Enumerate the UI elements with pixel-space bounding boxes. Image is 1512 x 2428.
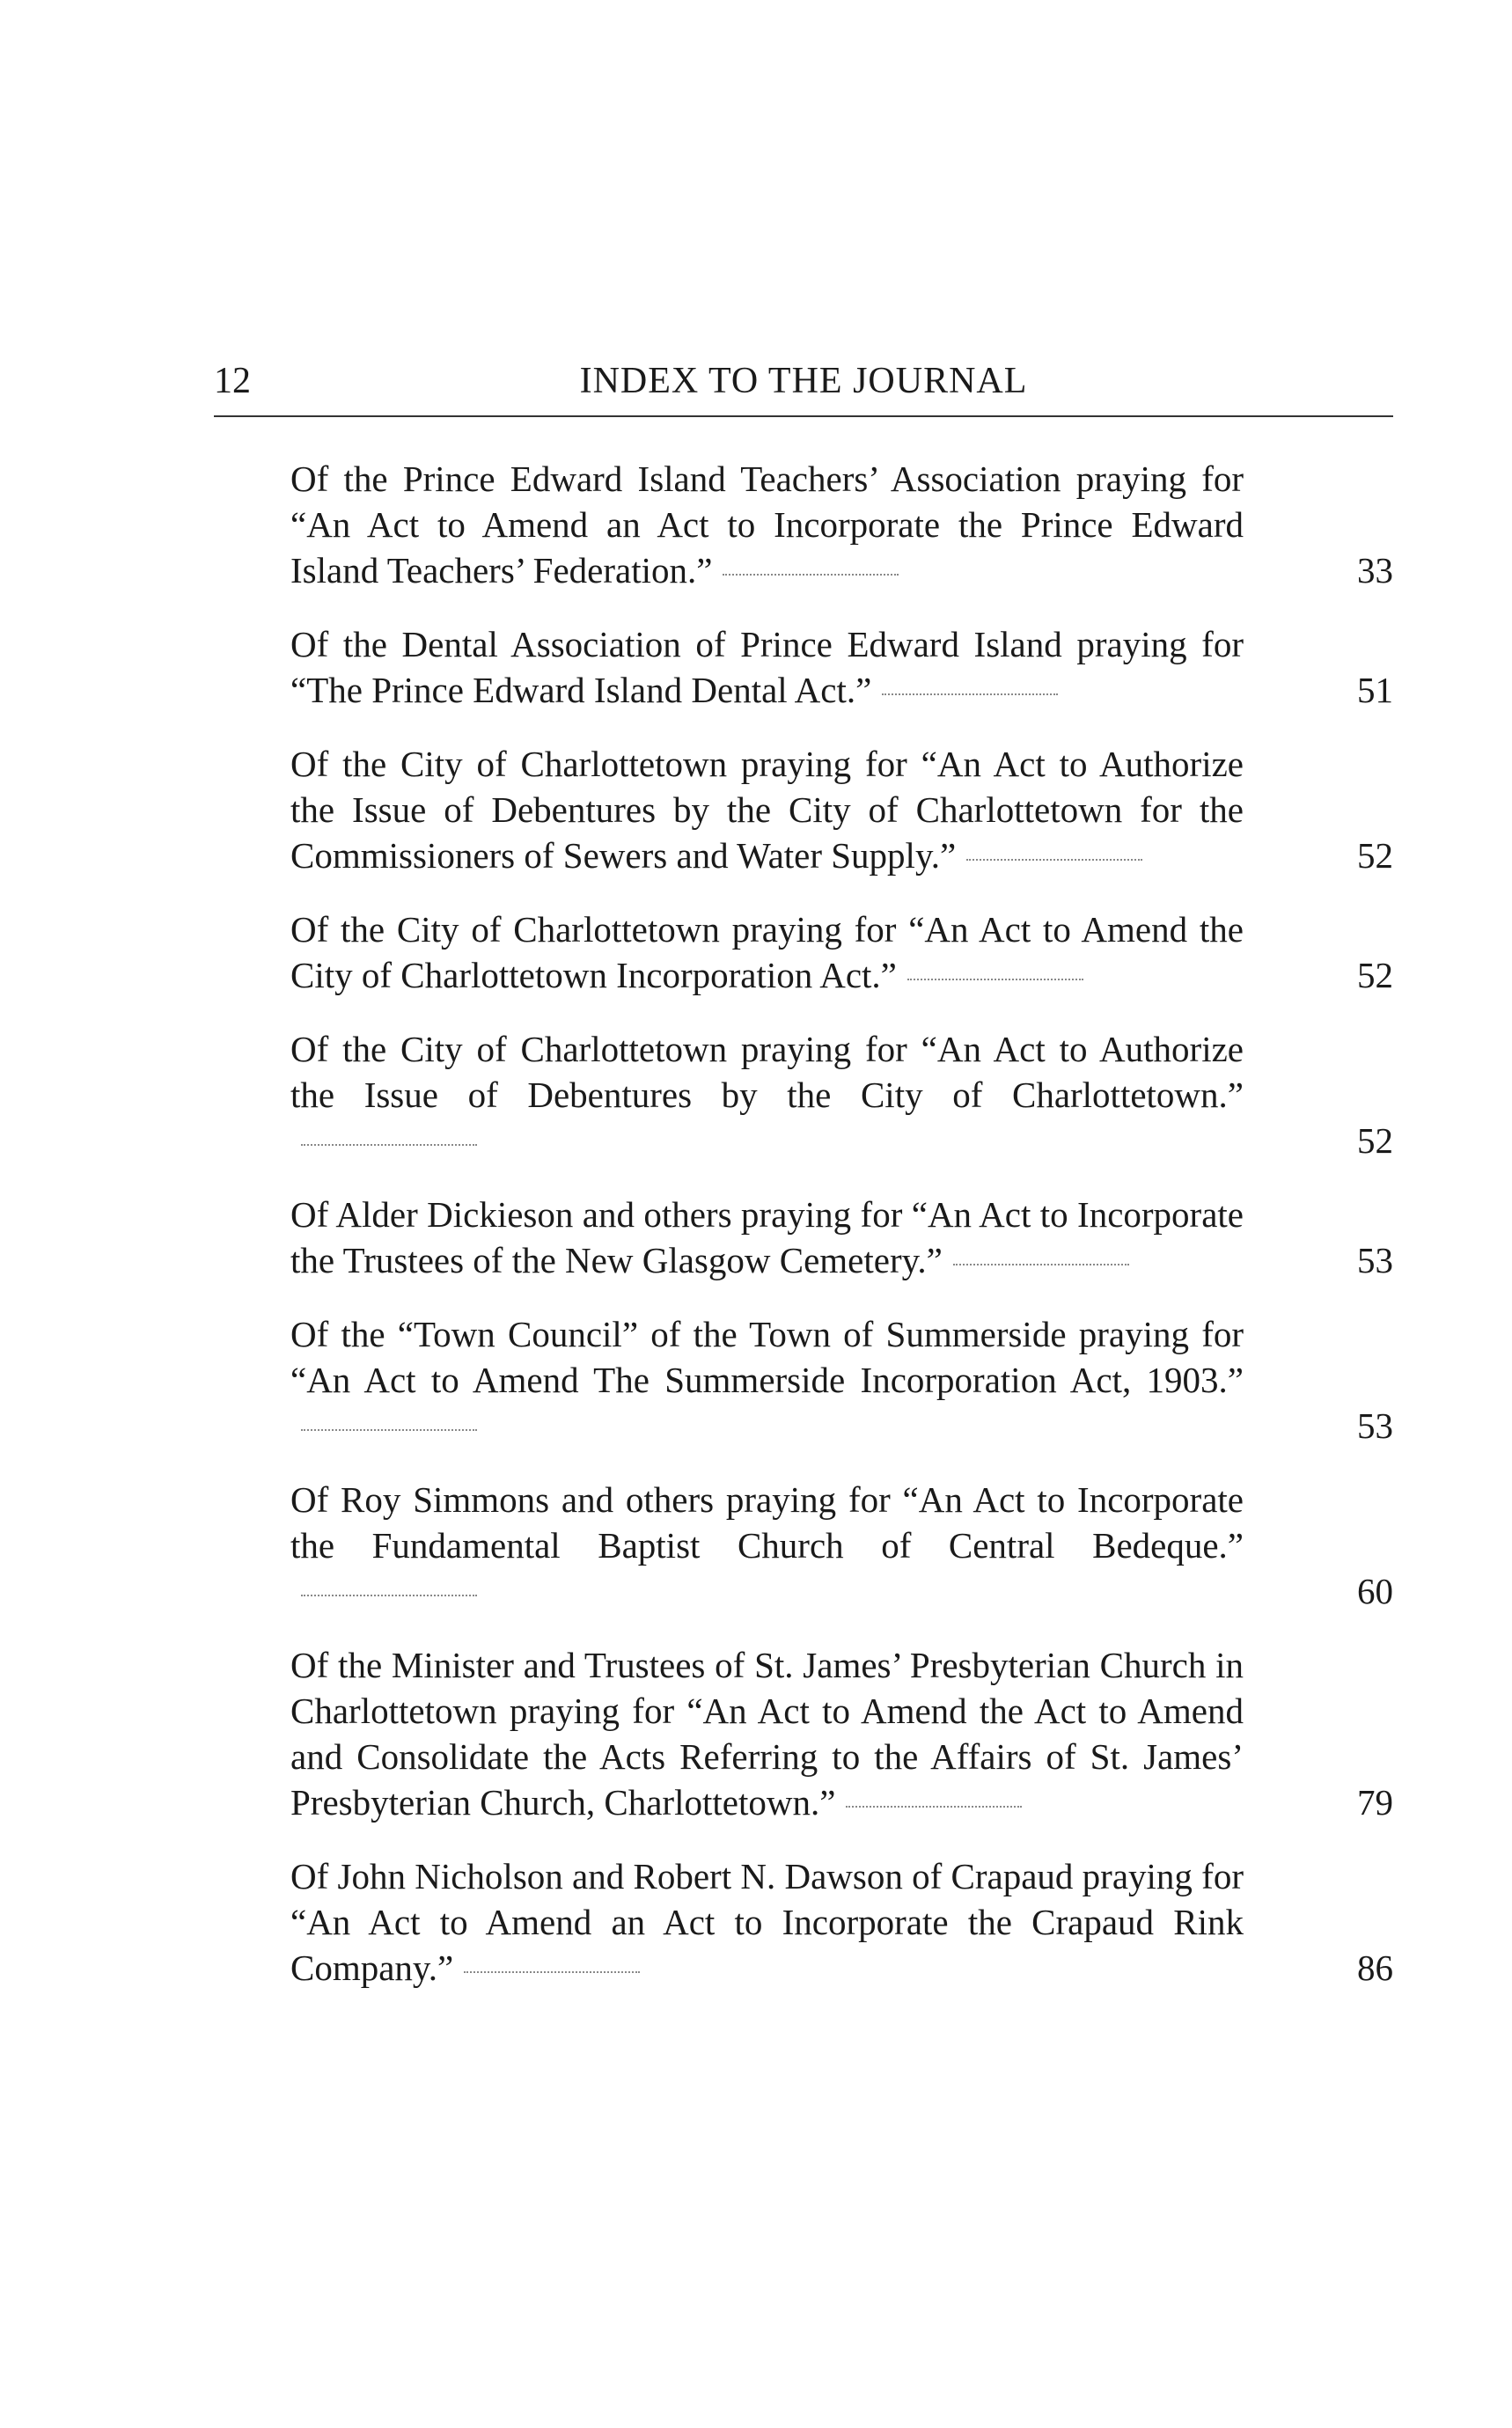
- dot-leader: [301, 1429, 477, 1431]
- dot-leader: [907, 979, 1083, 980]
- entry-page-ref: 86: [1357, 1948, 1393, 1988]
- entry-text: Of the “Town Council” of the Town of Summerside praying for “An Act to Amend The Summerside Incorporation Act, 1903.”: [290, 1314, 1244, 1400]
- entry-text: Of the City of Charlottetown praying for “An Act to Amend the City of Charlottetown Incorporation Act.”: [290, 909, 1244, 995]
- index-entry: [290, 456, 1393, 593]
- dot-leader: [301, 1144, 477, 1146]
- entry-page-ref: 53: [1357, 1405, 1393, 1446]
- index-entry: [290, 741, 1393, 878]
- dot-leader: [846, 1806, 1022, 1808]
- index-entry: [290, 1192, 1393, 1283]
- index-entry: [290, 1642, 1393, 1825]
- entry-page-ref: 33: [1357, 550, 1393, 590]
- entry-text: Of the City of Charlottetown praying for “An Act to Authorize the Issue of Debentures by the City of Charlottetown for the Commissioners of Sewers and Water Supply.”: [290, 744, 1244, 876]
- dot-leader: [301, 1595, 477, 1596]
- entry-text: Of Roy Simmons and others praying for “An Act to Incorporate the Fundamental Baptist Church of Central Bedeque.”: [290, 1479, 1244, 1566]
- entry-text: Of the Prince Edward Island Teachers’ Association praying for “An Act to Amend an Act to Incorporate the Prince Edward Island Teachers’ Federation.”: [290, 458, 1244, 590]
- entry-page-ref: 60: [1357, 1571, 1393, 1611]
- dot-leader: [953, 1264, 1129, 1265]
- entry-page-ref: 52: [1357, 1120, 1393, 1161]
- dot-leader: [723, 574, 899, 576]
- index-entry: [290, 1477, 1393, 1614]
- entry-text: Of John Nicholson and Robert N. Dawson of Crapaud praying for “An Act to Amend an Act to Incorporate the Crapaud Rink Company.”: [290, 1856, 1244, 1988]
- entry-page-ref: 52: [1357, 955, 1393, 995]
- index-entry: [290, 1311, 1393, 1449]
- dot-leader: [966, 859, 1142, 861]
- page-title: INDEX TO THE JOURNAL: [579, 361, 1028, 401]
- entry-page-ref: 52: [1357, 835, 1393, 876]
- dot-leader: [464, 1971, 640, 1973]
- index-entry: [290, 1026, 1393, 1163]
- entry-text: Of the City of Charlottetown praying for “An Act to Authorize the Issue of Debentures by the City of Charlottetown.”: [290, 1029, 1244, 1115]
- entry-text: Of Alder Dickieson and others praying for “An Act to Incorporate the Trustees of the New Glasgow Cemetery.”: [290, 1194, 1244, 1280]
- entry-text: Of the Dental Association of Prince Edward Island praying for “The Prince Edward Island Dental Act.”: [290, 624, 1244, 710]
- index-entry: [290, 1853, 1393, 1991]
- index-entries: [290, 456, 1393, 2019]
- entry-page-ref: 79: [1357, 1782, 1393, 1823]
- header-rule: [214, 415, 1393, 417]
- index-entry: [290, 621, 1393, 713]
- page-number: 12: [214, 361, 251, 401]
- entry-page-ref: 53: [1357, 1240, 1393, 1280]
- entry-page-ref: 51: [1357, 670, 1393, 710]
- page-header: [214, 359, 1393, 412]
- dot-leader: [882, 693, 1058, 695]
- index-entry: [290, 906, 1393, 998]
- entry-text: Of the Minister and Trustees of St. James’ Presbyterian Church in Charlottetown praying for “An Act to Amend the Act to Amend and Consolidate the Acts Referring to the Affairs of St. James’ Presbyterian Church, Charlottetown.”: [290, 1645, 1244, 1823]
